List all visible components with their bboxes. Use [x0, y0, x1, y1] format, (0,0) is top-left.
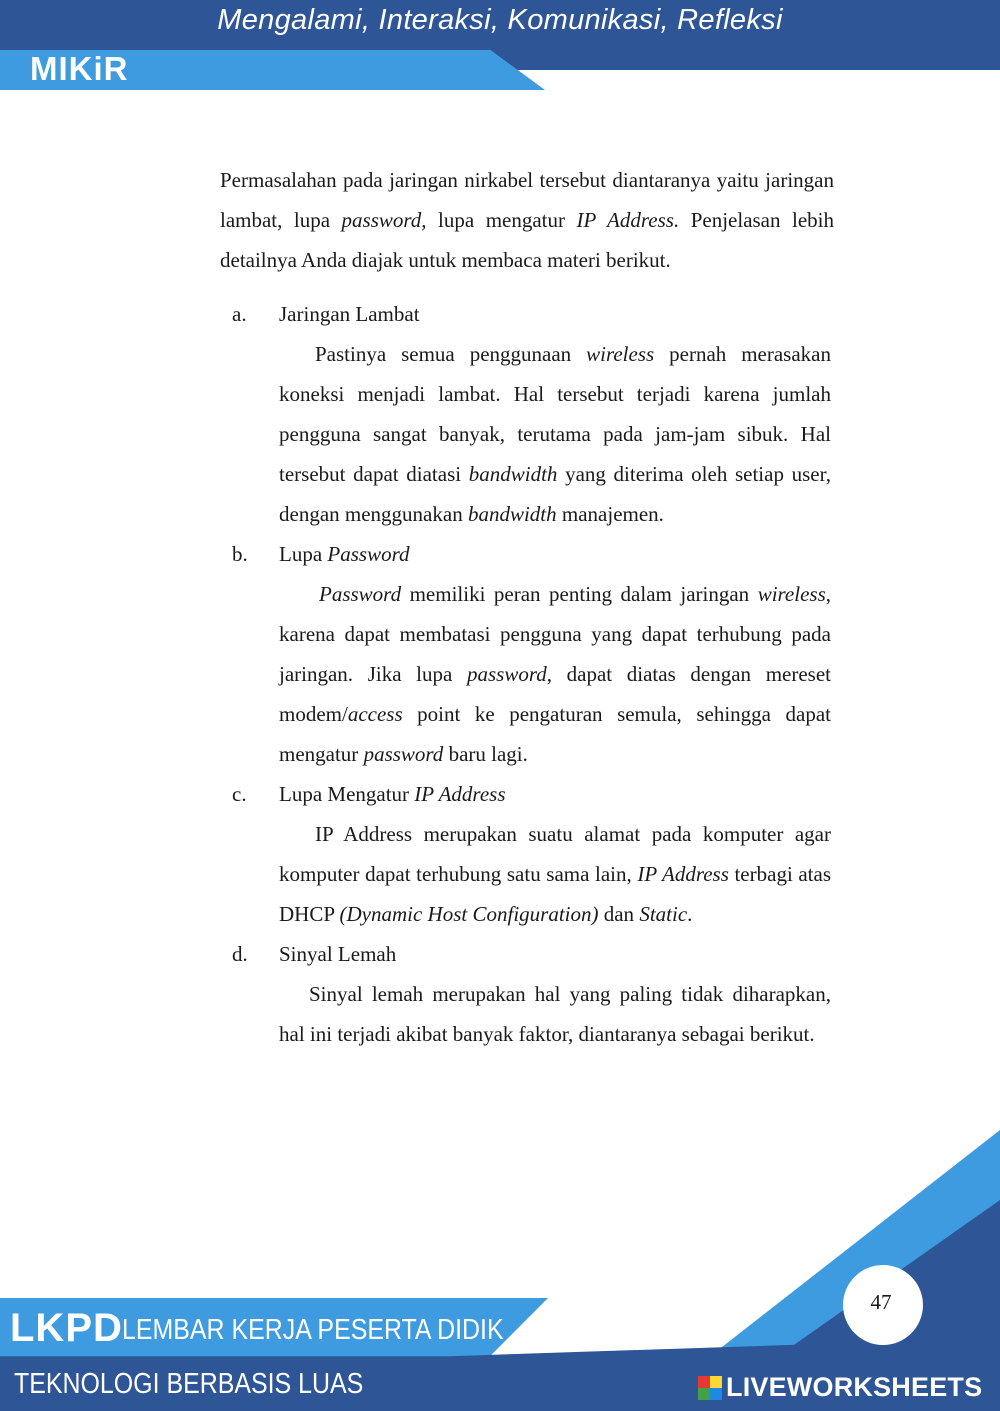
- item-title: [279, 774, 834, 814]
- body-italic: password: [363, 742, 444, 766]
- intro-paragraph: [220, 160, 834, 280]
- section-label: MIKiR: [30, 50, 129, 87]
- body-italic: wireless: [757, 582, 826, 606]
- header-title: Mengalami, Interaksi, Komunikasi, Refleksi: [217, 4, 783, 36]
- intro-text: Penjelasan lebih detailnya Anda diajak untuk membaca materi berikut.: [220, 208, 834, 272]
- list-marker: b.: [232, 542, 248, 566]
- intro-italic: IP Address.: [576, 208, 680, 232]
- body-text: baru lagi.: [443, 742, 528, 766]
- list-item-c: [220, 774, 834, 934]
- list-marker: c.: [232, 782, 247, 806]
- list-item-b: [220, 534, 834, 774]
- page-number: 47: [870, 1290, 892, 1314]
- title-italic: Password: [327, 542, 410, 566]
- body-italic: wireless: [586, 342, 655, 366]
- intro-text: Permasalahan pada jaringan nirkabel tersebut diantaranya yaitu jaringan lambat, lupa: [220, 168, 834, 232]
- body-text: , karena dapat membatasi pengguna yang dapat terhubung pada jaringan. Jika lupa: [279, 582, 831, 686]
- intro-text: , lupa mengatur: [421, 208, 577, 232]
- list-marker: a.: [232, 302, 247, 326]
- body-text: dan: [598, 902, 640, 926]
- problem-list: [220, 294, 834, 1054]
- body-italic: Password: [319, 582, 402, 606]
- item-title: Jaringan Lambat: [279, 302, 420, 326]
- footer-subject: TEKNOLOGI BERBASIS LUAS: [14, 1368, 364, 1400]
- item-body: [279, 334, 831, 534]
- body-italic: access: [347, 702, 403, 726]
- body-text: .: [687, 902, 693, 926]
- list-marker: d.: [232, 942, 248, 966]
- body-text: Pastinya semua penggunaan: [315, 342, 587, 366]
- body-italic: IP Address: [637, 862, 729, 886]
- body-text: , dapat diatas dengan mereset modem/: [279, 662, 831, 726]
- item-body: [279, 814, 831, 934]
- body-text: memiliki peran penting dalam jaringan: [401, 582, 758, 606]
- body-text: point ke pengaturan semula, sehingga dapat mengatur: [279, 702, 831, 766]
- body-italic: Static: [639, 902, 688, 926]
- item-title: Sinyal Lemah: [279, 942, 397, 966]
- liveworksheets-logo-icon: [698, 1376, 722, 1400]
- title-text: Lupa Mengatur: [279, 782, 415, 806]
- body-text: yang diterima oleh setiap user, dengan menggunakan: [279, 462, 832, 526]
- body-italic: password: [467, 662, 547, 686]
- title-italic: IP Address: [414, 782, 506, 806]
- body-italic: bandwidth: [467, 502, 557, 526]
- item-title: [279, 534, 834, 574]
- item-body: [279, 574, 831, 774]
- body-italic: bandwidth: [468, 462, 558, 486]
- intro-italic: password: [341, 208, 422, 232]
- body-text: pernah merasakan koneksi menjadi lambat. Hal tersebut terjadi karena jumlah pengguna sangat banyak, terutama pada jam-jam sibuk. Hal tersebut dapat diatasi: [279, 342, 831, 486]
- page-content: [220, 160, 834, 1054]
- body-text: terbagi atas DHCP: [279, 862, 832, 926]
- item-body: [279, 974, 831, 1054]
- liveworksheets-brand[interactable]: LIVEWORKSHEETS: [726, 1372, 983, 1402]
- body-text: manajemen.: [556, 502, 664, 526]
- title-text: Lupa: [279, 542, 328, 566]
- body-text: IP Address merupakan suatu alamat pada komputer agar komputer dapat terhubung satu sama lain,: [279, 822, 831, 886]
- footer-lkpd: LKPD: [10, 1306, 123, 1350]
- body-text: Sinyal lemah merupakan hal yang paling tidak diharapkan, hal ini terjadi akibat banyak faktor, diantaranya sebagai berikut.: [279, 982, 831, 1046]
- footer-lkpd-subtitle: LEMBAR KERJA PESERTA DIDIK: [122, 1314, 504, 1346]
- list-item-a: [220, 294, 834, 534]
- list-item-d: [220, 934, 834, 1054]
- body-italic: (Dynamic Host Configuration): [339, 902, 599, 926]
